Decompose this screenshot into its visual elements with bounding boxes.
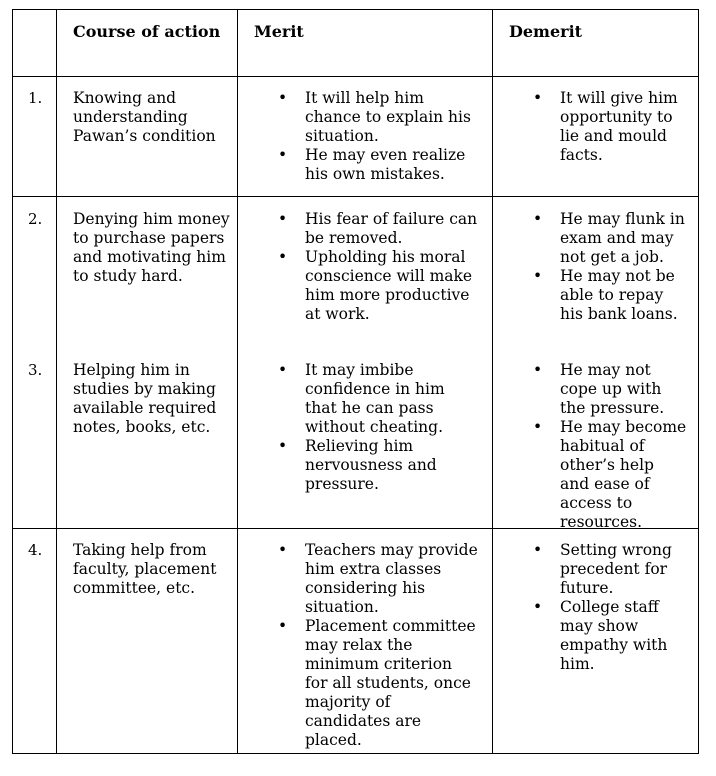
merit-list (278, 210, 478, 324)
rule-bottom (12, 753, 699, 754)
row-number: 2. (28, 210, 43, 228)
row-number: 4. (28, 541, 43, 559)
demerit-item: • He may become habitual of other’s help and ease of access to resources. (533, 418, 688, 532)
demerit-list (533, 210, 685, 324)
row-number: 3. (28, 361, 43, 379)
merit-list (278, 361, 478, 494)
demerit-item: • College staff may show empathy with him. (533, 598, 673, 674)
demerit-list (533, 541, 673, 674)
rule-top (12, 9, 699, 10)
header-merit: Merit (254, 22, 304, 41)
course-of-action: Taking help from faculty, placement committee, etc. (73, 541, 217, 597)
course-of-action: Denying him money to purchase papers and motivating him to study hard. (73, 210, 230, 285)
rule-right (698, 9, 699, 754)
rule-row1 (12, 196, 699, 197)
demerit-list (533, 89, 683, 165)
merit-item: • It will help him chance to explain his situation. (278, 89, 480, 146)
merit-item: • Teachers may provide him extra classes considering his situation. (278, 541, 478, 617)
course-of-action: Knowing and understanding Pawan’s condition (73, 89, 216, 145)
demerit-item: • He may not cope up with the pressure. (533, 361, 688, 418)
merit-item: • It may imbibe confidence in him that he can pass without cheating. (278, 361, 478, 437)
merit-item: • He may even realize his own mistakes. (278, 146, 480, 184)
row-number: 1. (28, 89, 43, 107)
merit-item: • His fear of failure can be removed. (278, 210, 478, 248)
demerit-item: • He may not be able to repay his bank loans. (533, 267, 685, 324)
demerit-list (533, 361, 688, 532)
rule-header (12, 76, 699, 77)
rule-col3 (492, 9, 493, 754)
demerit-item: • He may flunk in exam and may not get a job. (533, 210, 685, 267)
merit-list (278, 541, 478, 750)
header-demerit: Demerit (509, 22, 583, 41)
rule-col2 (237, 9, 238, 754)
merit-item: • Upholding his moral conscience will make him more productive at work. (278, 248, 478, 324)
course-of-action: Helping him in studies by making available required notes, books, etc. (73, 361, 217, 436)
rule-col1 (56, 9, 57, 754)
merit-item: • Relieving him nervousness and pressure. (278, 437, 478, 494)
rule-left (12, 9, 13, 754)
demerit-item: • It will give him opportunity to lie and mould facts. (533, 89, 683, 165)
header-course: Course of action (73, 22, 221, 41)
merit-item: • Placement committee may relax the minimum criterion for all students, once majority of candidates are placed. (278, 617, 478, 750)
demerit-item: • Setting wrong precedent for future. (533, 541, 673, 598)
merit-list (278, 89, 480, 184)
